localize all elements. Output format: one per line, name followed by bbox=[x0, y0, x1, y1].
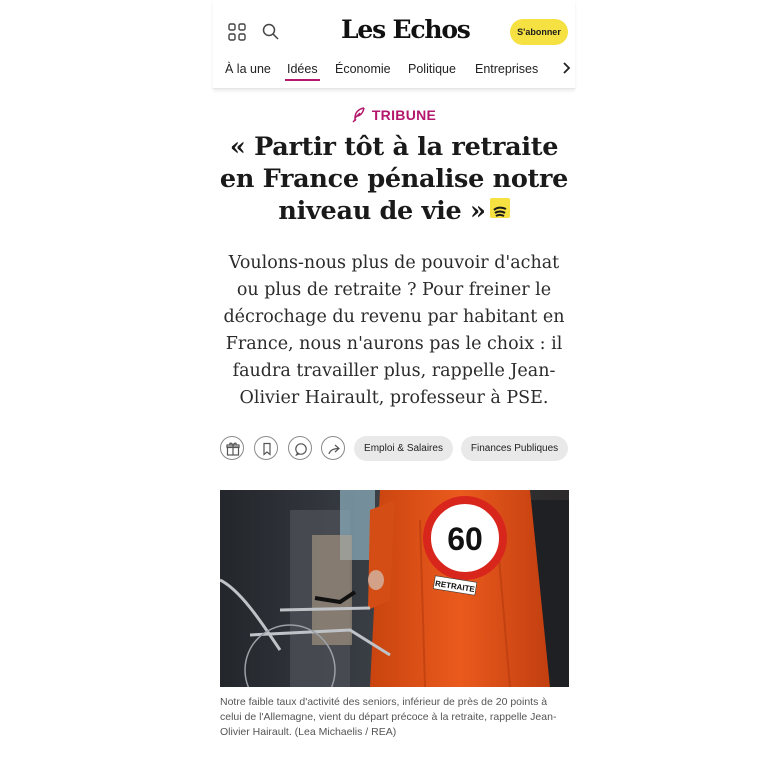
article-photo bbox=[220, 490, 569, 687]
sign-number: 60 bbox=[447, 521, 483, 557]
nav-item-idees[interactable]: Idées bbox=[287, 62, 318, 76]
article-page bbox=[213, 0, 575, 768]
search-icon[interactable] bbox=[261, 22, 281, 42]
kicker-label: TRIBUNE bbox=[371, 107, 437, 123]
subscribe-button[interactable]: S'abonner bbox=[510, 19, 568, 45]
headline-text: « Partir tôt à la retraite en France pénalise notre niveau de vie » bbox=[219, 132, 569, 226]
tag-finances-publiques[interactable]: Finances Publiques bbox=[461, 436, 568, 461]
site-logo[interactable]: Les Echos bbox=[341, 15, 470, 44]
bookmark-icon[interactable] bbox=[254, 436, 278, 460]
photo-caption: Notre faible taux d'activité des seniors, inférieur de près de 20 points à celui de l'Allemagne, vient du départ précoce à la retraite, rappelle Jean-Olivier Hairault. (Lea Michaelis / REA) bbox=[220, 696, 557, 738]
article-headline bbox=[219, 131, 569, 227]
nav-item-politique[interactable]: Politique bbox=[408, 62, 456, 76]
tag-emploi-salaires[interactable]: Emploi & Salaires bbox=[354, 436, 453, 461]
nav-item-economie[interactable]: Économie bbox=[335, 62, 391, 76]
site-header bbox=[213, 0, 575, 89]
article-kicker[interactable] bbox=[213, 107, 575, 123]
section-nav bbox=[213, 58, 575, 84]
grid-menu-icon[interactable] bbox=[227, 22, 247, 42]
article-lede: Voulons-nous plus de pouvoir d'achat ou plus de retraite ? Pour freiner le décrochage du revenu par habitant en France, nous n'aurons pas le choix : il faudra travailler plus, rappelle Jean-Olivier Hairault, professeur à PSE. bbox=[223, 253, 565, 408]
gift-icon[interactable] bbox=[220, 436, 244, 460]
article-actions bbox=[213, 436, 575, 462]
nav-item-a-la-une[interactable]: À la une bbox=[225, 62, 271, 76]
nav-item-entreprises[interactable]: Entreprises bbox=[475, 62, 539, 76]
audio-badge-icon[interactable] bbox=[490, 198, 510, 218]
share-icon[interactable] bbox=[321, 436, 345, 460]
comment-icon[interactable] bbox=[288, 436, 312, 460]
feather-icon bbox=[352, 107, 366, 123]
sign-label: RETRAITE bbox=[434, 578, 476, 595]
chevron-right-icon[interactable] bbox=[561, 61, 571, 79]
